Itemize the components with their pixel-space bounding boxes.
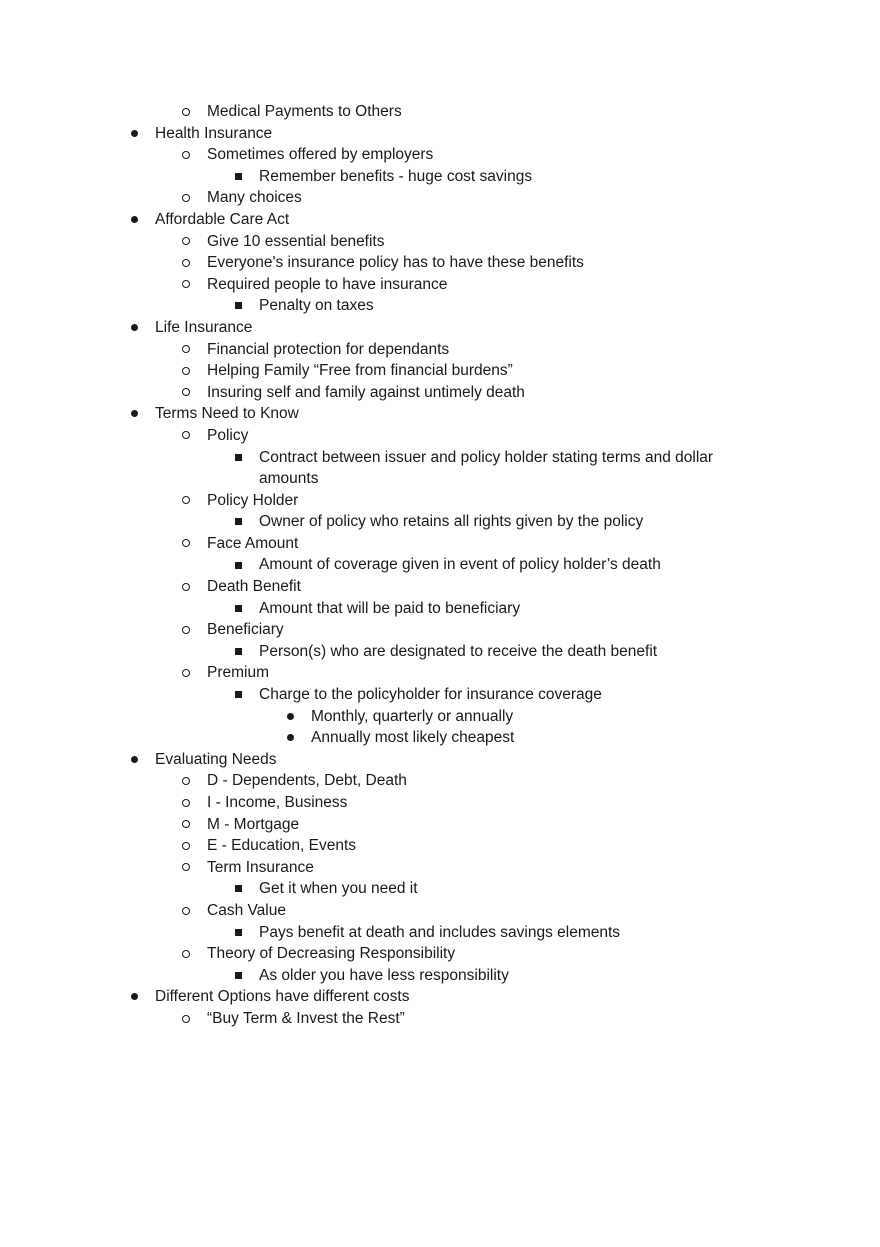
outline-item-text: Life Insurance	[155, 318, 253, 336]
outline-item-text: Health Insurance	[155, 124, 273, 142]
outline-item	[0, 468, 880, 490]
outline-item-text: Premium	[207, 664, 270, 682]
outline-item	[0, 900, 880, 922]
hollow-bullet-icon	[176, 576, 196, 598]
outline-item-text: Contract between issuer and policy holder stating terms and dollar	[259, 448, 714, 466]
filled-bullet-icon	[124, 403, 144, 425]
hollow-bullet-icon	[176, 835, 196, 857]
hollow-bullet-icon	[176, 144, 196, 166]
outline-item-text: I - Income, Business	[207, 794, 348, 811]
outline-item	[0, 425, 880, 447]
outline-item-text: Term Insurance	[207, 858, 314, 876]
outline-item-text: Many choices	[207, 189, 302, 207]
outline-item	[0, 554, 880, 576]
hollow-bullet-icon	[176, 360, 196, 382]
filled-bullet-icon	[124, 749, 144, 771]
outline-item-text: Amount of coverage given in event of policy holder’s death	[259, 556, 661, 574]
hollow-bullet-icon	[176, 252, 196, 274]
outline-item	[0, 857, 880, 879]
outline-item	[0, 576, 880, 598]
outline-item-text: Affordable Care Act	[155, 210, 290, 228]
outline-item-text: Insuring self and family against untimely death	[207, 383, 525, 401]
square-bullet-icon	[228, 511, 248, 533]
outline-item	[0, 986, 880, 1008]
outline-item	[0, 1008, 880, 1030]
square-bullet-icon	[228, 554, 248, 576]
outline-item	[0, 619, 880, 641]
hollow-bullet-icon	[176, 1008, 196, 1030]
outline-item-text: D - Dependents, Debt, Death	[207, 772, 407, 790]
outline-item	[0, 339, 880, 361]
outline-item-text: As older you have less responsibility	[259, 966, 509, 984]
outline-item	[0, 598, 880, 620]
outline-item	[0, 943, 880, 965]
outline-item	[0, 231, 880, 253]
filled-bullet-icon	[124, 123, 144, 145]
outline-item-text: Sometimes offered by employers	[207, 146, 434, 164]
hollow-bullet-icon	[176, 187, 196, 209]
hollow-bullet-icon	[176, 533, 196, 555]
outline-item	[0, 209, 880, 231]
outline-item	[0, 835, 880, 857]
hollow-bullet-icon	[176, 619, 196, 641]
outline-item	[0, 511, 880, 533]
outline-item	[0, 922, 880, 944]
hollow-bullet-icon	[176, 900, 196, 922]
square-bullet-icon	[228, 878, 248, 900]
outline-item-text: Cash Value	[207, 901, 286, 919]
outline-item	[0, 144, 880, 166]
outline-item	[0, 662, 880, 684]
outline-item-text: Remember benefits - huge cost savings	[259, 167, 533, 185]
square-bullet-icon	[228, 166, 248, 188]
outline-item	[0, 706, 880, 728]
outline-item	[0, 878, 880, 900]
outline-item	[0, 490, 880, 512]
outline-item-text: M - Mortgage	[207, 815, 300, 833]
outline-item	[0, 360, 880, 382]
filled-bullet-icon	[124, 986, 144, 1008]
outline-item-text: E - Education, Events	[207, 837, 357, 855]
outline-item	[0, 274, 880, 296]
hollow-bullet-icon	[176, 101, 196, 123]
square-bullet-icon	[228, 922, 248, 944]
hollow-bullet-icon	[176, 231, 196, 253]
outline-item-text: Evaluating Needs	[155, 750, 277, 768]
hollow-bullet-icon	[176, 770, 196, 792]
outline-item-text: Required people to have insurance	[207, 275, 448, 293]
outline-item-text: Get it when you need it	[259, 880, 418, 898]
outline-item-text: Amount that will be paid to beneficiary	[259, 599, 521, 617]
hollow-bullet-icon	[176, 943, 196, 965]
outline-item	[0, 295, 880, 317]
outline-item-text: Death Benefit	[207, 578, 301, 596]
outline-item	[0, 533, 880, 555]
outline-item	[0, 641, 880, 663]
square-bullet-icon	[228, 447, 248, 469]
outline-item-text: “Buy Term & Invest the Rest”	[207, 1009, 405, 1027]
hollow-bullet-icon	[176, 339, 196, 361]
outline-item	[0, 317, 880, 339]
outline-item	[0, 166, 880, 188]
filled-bullet-icon	[124, 209, 144, 231]
square-bullet-icon	[228, 295, 248, 317]
hollow-bullet-icon	[176, 490, 196, 512]
outline-item-text: Owner of policy who retains all rights given by the policy	[259, 513, 644, 531]
outline-item-text: Charge to the policyholder for insurance coverage	[259, 686, 602, 704]
square-bullet-icon	[228, 965, 248, 987]
outline-item-text: Theory of Decreasing Responsibility	[207, 945, 456, 963]
outline-item	[0, 382, 880, 404]
hollow-bullet-icon	[176, 274, 196, 296]
outline-item-text: Person(s) who are designated to receive the death benefit	[259, 642, 658, 660]
outline-item-text: Give 10 essential benefits	[207, 232, 385, 250]
document-page	[0, 101, 880, 1030]
outline-item	[0, 684, 880, 706]
square-bullet-icon	[228, 684, 248, 706]
outline-item	[0, 965, 880, 987]
outline-item-text: Annually most likely cheapest	[311, 729, 515, 747]
outline-item	[0, 101, 880, 123]
outline-item-text: Medical Payments to Others	[207, 103, 402, 120]
hollow-bullet-icon	[176, 662, 196, 684]
outline-item	[0, 814, 880, 836]
square-bullet-icon	[228, 598, 248, 620]
outline-item-text: Policy	[207, 426, 249, 444]
outline-item-text: amounts	[259, 470, 319, 488]
outline-item	[0, 727, 880, 749]
hollow-bullet-icon	[176, 425, 196, 447]
hollow-bullet-icon	[176, 857, 196, 879]
square-bullet-icon	[228, 641, 248, 663]
outline-item-text: Different Options have different costs	[155, 988, 410, 1006]
outline-item-text: Face Amount	[207, 534, 299, 552]
outline-item-text: Monthly, quarterly or annually	[311, 707, 514, 725]
filled-bullet-icon	[280, 727, 300, 749]
outline-item	[0, 252, 880, 274]
outline-item	[0, 403, 880, 425]
outline-item	[0, 770, 880, 792]
filled-bullet-icon	[124, 317, 144, 339]
outline-item-text: Financial protection for dependants	[207, 340, 450, 358]
outline-item-text: Terms Need to Know	[155, 405, 299, 423]
filled-bullet-icon	[280, 706, 300, 728]
outline-item	[0, 123, 880, 145]
outline-item	[0, 792, 880, 814]
hollow-bullet-icon	[176, 792, 196, 814]
hollow-bullet-icon	[176, 382, 196, 404]
hollow-bullet-icon	[176, 814, 196, 836]
outline-item-text: Pays benefit at death and includes savings elements	[259, 923, 621, 941]
outline-item-text: Penalty on taxes	[259, 297, 374, 315]
outline-item-text: Helping Family “Free from financial burdens”	[207, 362, 513, 380]
outline-item-text: Everyone's insurance policy has to have these benefits	[207, 254, 584, 272]
outline-item	[0, 447, 880, 469]
outline-item-text: Policy Holder	[207, 491, 299, 509]
outline-item-text: Beneficiary	[207, 621, 284, 639]
outline-item	[0, 187, 880, 209]
outline-item	[0, 749, 880, 771]
